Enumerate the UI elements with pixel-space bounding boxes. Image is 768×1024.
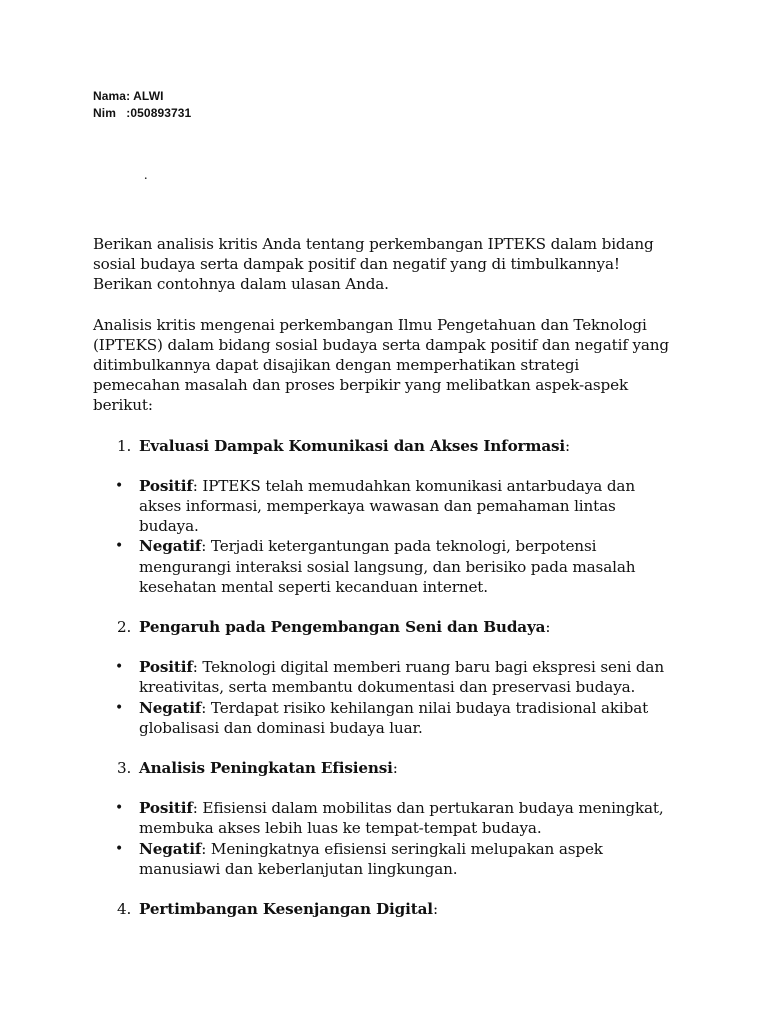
section-colon: : <box>545 618 551 637</box>
document-body <box>93 234 693 919</box>
intro-line: berikut: <box>93 396 153 415</box>
bullet-icon: • <box>115 800 124 817</box>
bullet-text: membuka akses lebih luas ke tempat-tempat budaya. <box>139 819 542 838</box>
list-item <box>93 476 693 537</box>
bullet-icon: • <box>115 538 124 555</box>
bullet-text: : Meningkatnya efisiensi seringkali melupakan aspek <box>201 839 603 858</box>
list-item <box>93 798 693 838</box>
bullet-text: : Terjadi ketergantungan pada teknologi, berpotensi <box>201 537 597 556</box>
bullet-label: Negatif <box>139 698 202 717</box>
bullet-text: manusiawi dan keberlanjutan lingkungan. <box>139 859 458 878</box>
section-number: 4. <box>117 900 132 919</box>
section-number: 3. <box>117 759 132 778</box>
bullet-text: kreativitas, serta membantu dokumentasi dan preservasi budaya. <box>139 678 636 697</box>
intro-paragraph <box>93 315 693 416</box>
bullet-list <box>93 798 693 879</box>
intro-line: pemecahan masalah dan proses berpikir yang melibatkan aspek-aspek <box>93 376 628 395</box>
intro-line: (IPTEKS) dalam bidang sosial budaya serta dampak positif dan negatif yang <box>93 335 670 354</box>
bullet-list <box>93 657 693 738</box>
bullet-icon: • <box>115 659 124 676</box>
section-colon: : <box>392 759 398 778</box>
bullet-label: Positif <box>139 476 193 495</box>
section-title: Pertimbangan Kesenjangan Digital <box>139 900 433 919</box>
bullet-text: : Terdapat risiko kehilangan nilai budaya tradisional akibat <box>201 698 649 717</box>
intro-line: Analisis kritis mengenai perkembangan Ilmu Pengetahuan dan Teknologi <box>93 315 647 334</box>
list-item <box>93 657 693 697</box>
bullet-label: Negatif <box>139 537 202 556</box>
bullet-icon: • <box>115 477 124 494</box>
section-number: 1. <box>117 436 132 455</box>
bullet-text: akses informasi, memperkaya wawasan dan pemahaman lintas <box>139 497 616 516</box>
bullet-text: mengurangi interaksi sosial langsung, dan berisiko pada masalah <box>139 557 636 576</box>
bullet-text: kesehatan mental seperti kecanduan internet. <box>139 577 488 596</box>
section-number: 2. <box>117 618 132 637</box>
bullet-text: globalisasi dan dominasi budaya luar. <box>139 718 423 737</box>
bullet-label: Positif <box>139 799 193 818</box>
bullet-icon: • <box>115 840 124 857</box>
section-title: Pengaruh pada Pengembangan Seni dan Budaya <box>139 618 546 637</box>
student-header <box>93 88 191 122</box>
bullet-icon: • <box>115 699 124 716</box>
section-colon: : <box>432 900 438 919</box>
student-name: Nama: ALWI <box>93 89 164 103</box>
list-item <box>93 839 693 879</box>
section-title: Analisis Peningkatan Efisiensi <box>139 759 393 778</box>
list-item <box>93 698 693 738</box>
stray-mark: . <box>144 168 148 183</box>
question-paragraph <box>93 234 693 295</box>
student-nim: Nim :050893731 <box>93 106 192 120</box>
section-heading <box>93 899 693 919</box>
question-line: sosial budaya serta dampak positif dan negatif yang di timbulkannya! <box>93 255 620 274</box>
bullet-text: budaya. <box>139 517 199 536</box>
bullet-label: Positif <box>139 658 193 677</box>
section-heading <box>93 436 693 456</box>
list-item <box>93 536 693 597</box>
intro-line: ditimbulkannya dapat disajikan dengan memperhatikan strategi <box>93 356 580 375</box>
question-line: Berikan contohnya dalam ulasan Anda. <box>93 275 389 294</box>
section-colon: : <box>565 436 571 455</box>
bullet-text: : IPTEKS telah memudahkan komunikasi antarbudaya dan <box>192 476 635 495</box>
bullet-text: : Teknologi digital memberi ruang baru bagi ekspresi seni dan <box>192 658 664 677</box>
bullet-text: : Efisiensi dalam mobilitas dan pertukaran budaya meningkat, <box>192 799 664 818</box>
section-heading <box>93 758 693 778</box>
bullet-list <box>93 476 693 597</box>
section-heading <box>93 617 693 637</box>
question-line: Berikan analisis kritis Anda tentang perkembangan IPTEKS dalam bidang <box>93 235 654 253</box>
bullet-label: Negatif <box>139 839 202 858</box>
section-title: Evaluasi Dampak Komunikasi dan Akses Informasi <box>139 436 566 455</box>
